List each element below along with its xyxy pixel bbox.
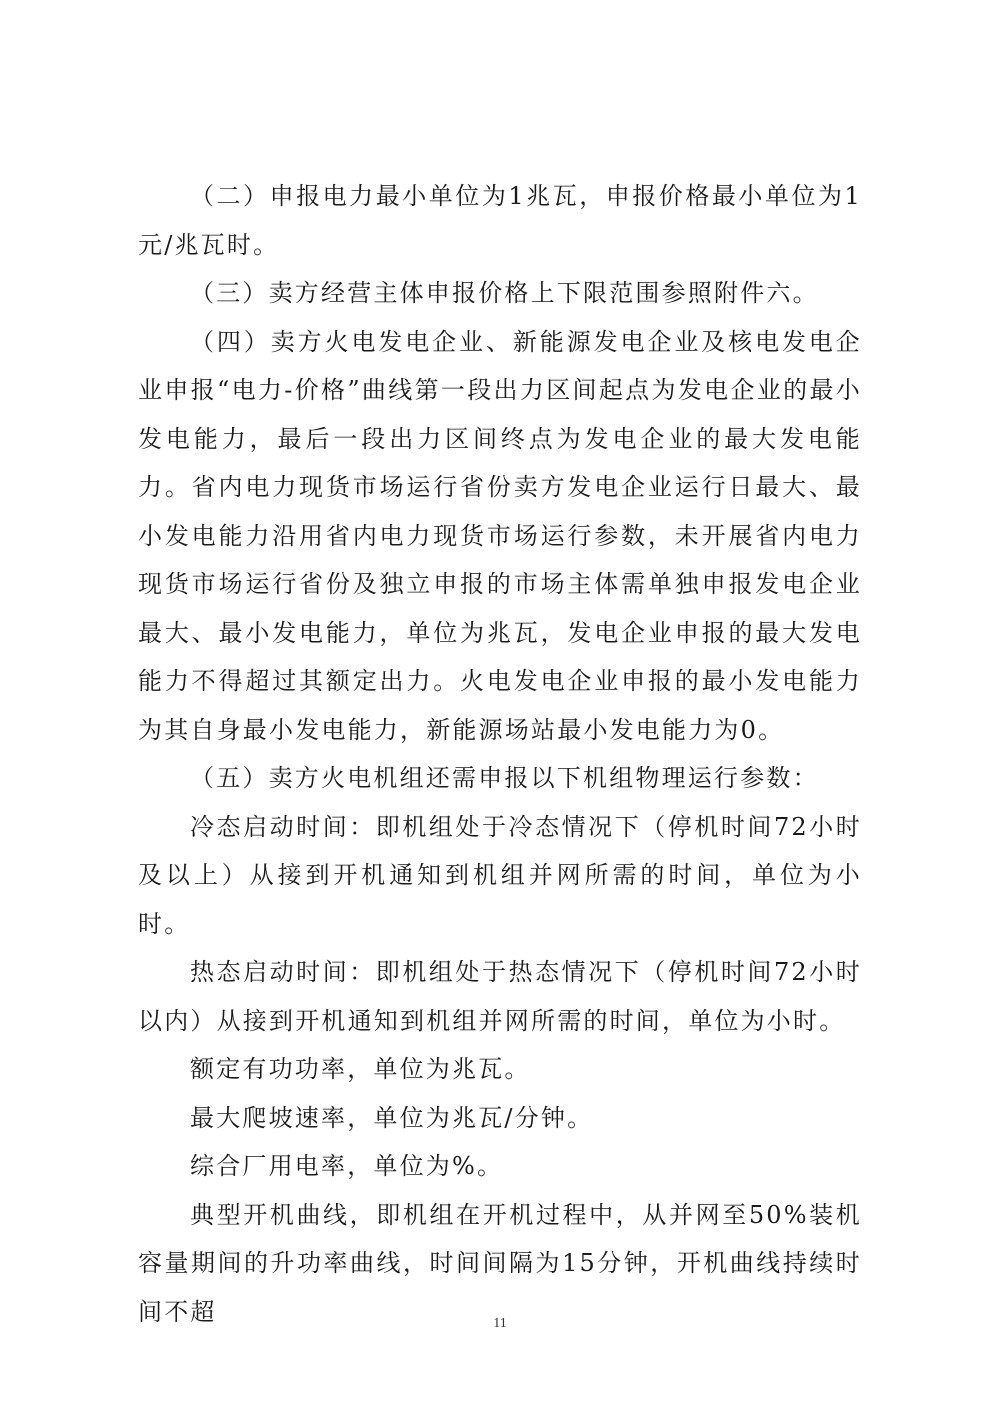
paragraph-item-3-price-limits: （三）卖方经营主体申报价格上下限范围参照附件六。 bbox=[190, 279, 819, 307]
paragraph-startup-curve: 典型开机曲线，即机组在开机过程中，从并网至50%装机容量期间的升功率曲线，时间间隔为15分钟，开机曲线持续时间不超 bbox=[138, 1200, 862, 1326]
paragraph-cold-start-time: 冷态启动时间：即机组处于冷态情况下（停机时间72小时及以上）从接到开机通知到机组并网所需的时间，单位为小时。 bbox=[138, 812, 862, 938]
paragraph-item-5-physical-parameters: （五）卖方火电机组还需申报以下机组物理运行参数： bbox=[190, 764, 819, 792]
body-text bbox=[138, 172, 862, 1336]
paragraph-max-ramp-rate: 最大爬坡速率，单位为兆瓦/分钟。 bbox=[190, 1103, 594, 1132]
paragraph-item-4-power-price-curve: （四）卖方火电发电企业、新能源发电企业及核电发电企业申报“电力-价格”曲线第一段出力区间起点为发电企业的最小发电能力，最后一段出力区间终点为发电企业的最大发电能力。省内电力现货市场运行省份卖方发电企业运行日最大、最小发电能力沿用省内电力现货市场运行参数，未开展省内电力现货市场运行省份及独立申报的市场主体需单独申报发电企业最大、最小发电能力，单位为兆瓦，发电企业申报的最大发电能力不得超过其额定出力。火电发电企业申报的最小发电能力为其自身最小发电能力，新能源场站最小发电能力为0。 bbox=[138, 327, 862, 744]
page-number: 11 bbox=[493, 1316, 507, 1331]
paragraph-rated-active-power: 额定有功功率，单位为兆瓦。 bbox=[190, 1055, 531, 1083]
paragraph-station-service-rate: 综合厂用电率，单位为%。 bbox=[190, 1152, 504, 1180]
paragraph-hot-start-time: 热态启动时间：即机组处于热态情况下（停机时间72小时以内）从接到开机通知到机组并网所需的时间，单位为小时。 bbox=[138, 958, 862, 1035]
paragraph-item-2-reporting-units: （二）申报电力最小单位为1兆瓦，申报价格最小单位为1元/兆瓦时。 bbox=[138, 182, 862, 259]
